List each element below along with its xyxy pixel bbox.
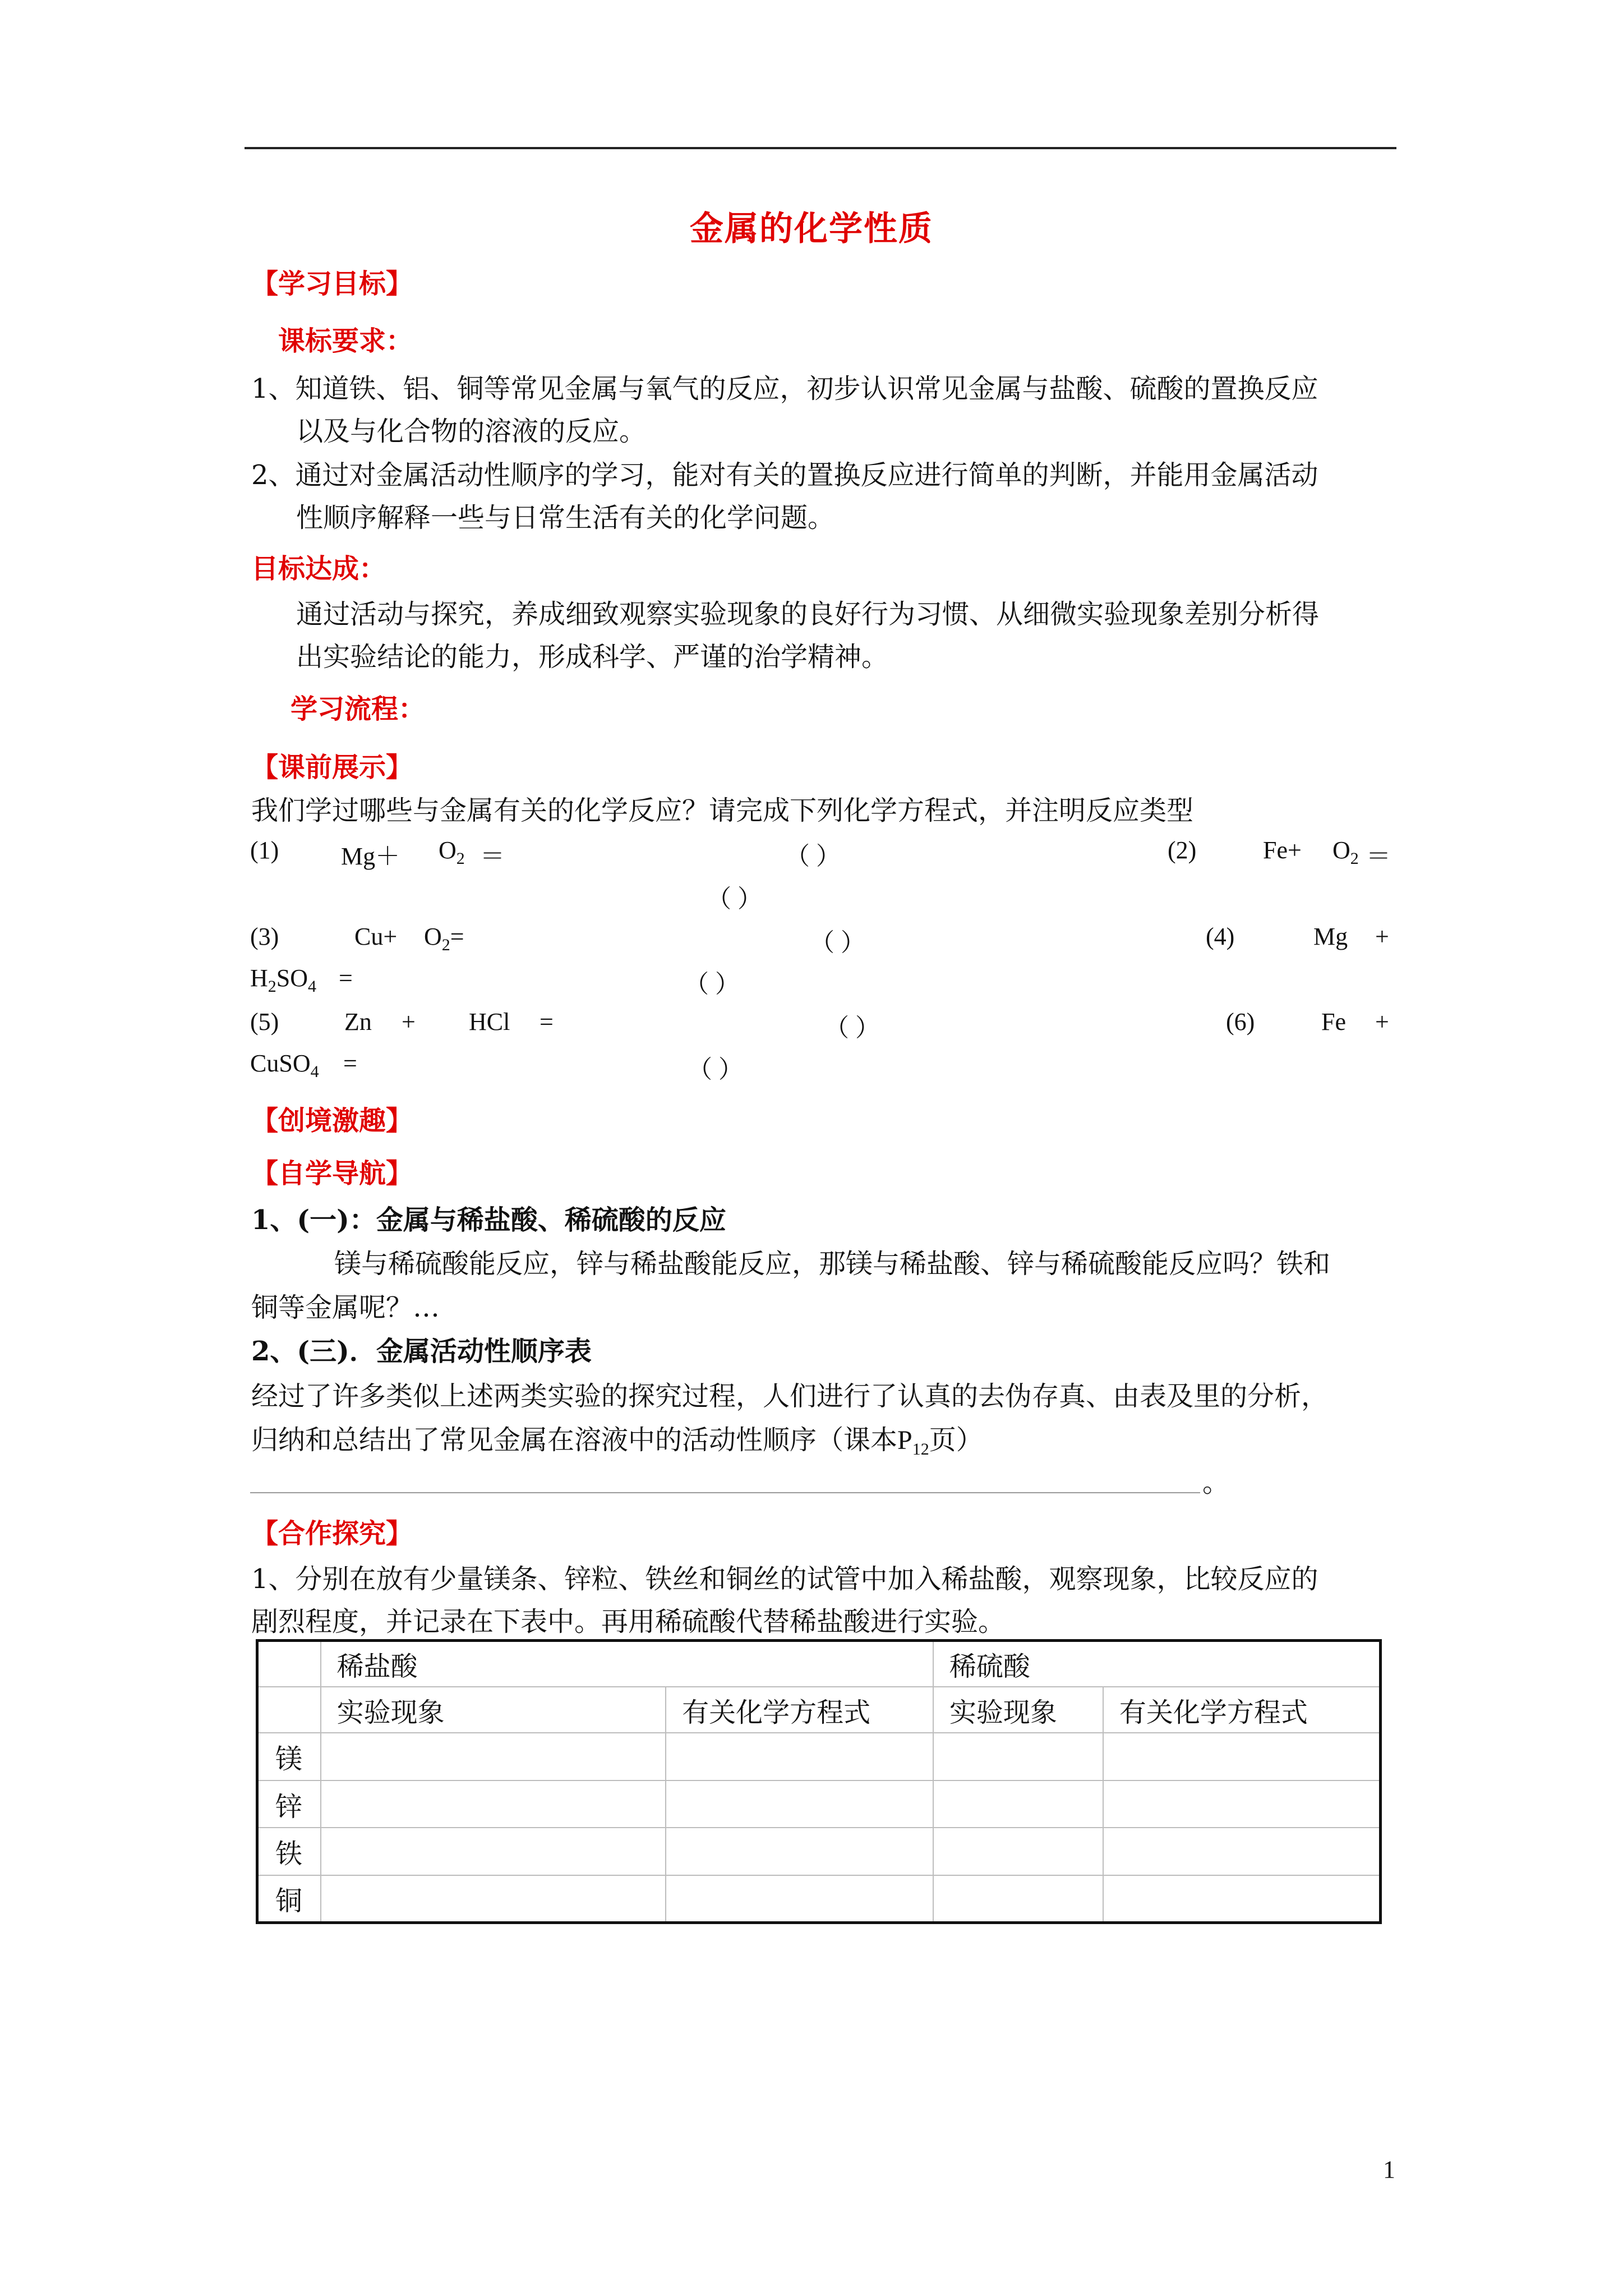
cell-blank	[933, 1733, 1103, 1780]
part-2-title: 2、(三)．金属活动性顺序表	[251, 1336, 592, 1367]
row-label-iron: 铁	[257, 1828, 321, 1875]
equation-4-equals: =	[339, 964, 353, 992]
cell-blank	[321, 1828, 666, 1875]
table-row	[257, 1733, 1381, 1780]
part-1-line-2: 铜等金属呢？…	[251, 1292, 440, 1323]
equation-6-type-blank: （ ）	[688, 1056, 743, 1083]
part-2-line-2: 归纳和总结出了常见金属在溶液中的活动性顺序（课本$P_{12}$页）	[251, 1424, 983, 1458]
row-label-copper: 铜	[257, 1875, 321, 1923]
equation-2-reactant-b: $O_2$	[1332, 836, 1359, 868]
cell-blank	[933, 1828, 1103, 1875]
equation-4-type-blank: （ ）	[684, 970, 740, 998]
row-label-zinc: 锌	[257, 1780, 321, 1828]
requirement-1-line-1: 1、知道铁、铝、铜等常见金属与氧气的反应，初步认识常见金属与盐酸、硫酸的置换反应	[251, 373, 1318, 404]
table-row	[257, 1875, 1381, 1923]
cell-blank	[666, 1780, 933, 1828]
equation-1-equals: ＝	[480, 843, 505, 870]
table-corner-cell	[257, 1641, 321, 1687]
cell-blank	[933, 1780, 1103, 1828]
preclass-intro: 我们学过哪些与金属有关的化学反应？请完成下列化学方程式，并注明反应类型	[251, 795, 1194, 826]
equation-4-reactant-b: $H_2SO_4$	[250, 964, 317, 996]
header-rule	[245, 147, 1396, 149]
equation-2-reactant-a: Fe+	[1263, 836, 1302, 864]
selfstudy-header: 【自学导航】	[251, 1158, 413, 1189]
equation-2-number: (2)	[1168, 836, 1197, 864]
cell-blank	[1103, 1828, 1381, 1875]
coop-header: 【合作探究】	[251, 1518, 413, 1549]
row-label-magnesium: 镁	[257, 1733, 321, 1780]
part-1-title: 1、(一)：金属与稀盐酸、稀硫酸的反应	[251, 1204, 726, 1236]
equation-1-reactant-b: $O_2$	[439, 836, 465, 868]
column-header-phenomenon-hcl: 实验现象	[321, 1687, 666, 1733]
cell-blank	[933, 1875, 1103, 1923]
target-line-1: 通过活动与探究，养成细致观察实验现象的良好行为习惯、从细微实验现象差别分析得	[296, 599, 1320, 630]
equation-5-plus: +	[402, 1008, 416, 1036]
cell-blank	[666, 1875, 933, 1923]
experiment-record-table	[256, 1639, 1382, 1924]
equation-3-number: (3)	[250, 923, 279, 950]
equation-6-reactant-b: CuSO$_4$	[250, 1050, 319, 1081]
part-1-line-1: 镁与稀硫酸能反应，锌与稀盐酸能反应，那镁与稀盐酸、锌与稀硫酸能反应吗？铁和	[334, 1248, 1331, 1280]
flow-header: 学习流程：	[291, 693, 426, 725]
equation-3-reactant-b: $O_2=$	[424, 923, 464, 954]
target-line-2: 出实验结论的能力，形成科学、严谨的治学精神。	[296, 641, 889, 673]
equation-5-number: (5)	[250, 1008, 279, 1036]
cell-blank	[666, 1828, 933, 1875]
column-header-phenomenon-h2so4: 实验现象	[933, 1687, 1103, 1733]
page-title: 金属的化学性质	[690, 209, 933, 249]
equation-2-type-blank: （ ）	[707, 885, 762, 913]
equation-4-plus: +	[1375, 923, 1389, 950]
equation-3-reactant-a: Cu+	[354, 923, 398, 950]
curriculum-header: 课标要求：	[278, 325, 413, 357]
cell-blank	[1103, 1875, 1381, 1923]
equation-3-type-blank: （ ）	[810, 929, 865, 956]
table-group-header-row	[257, 1641, 1381, 1687]
page-number: 1	[1383, 2156, 1395, 2183]
equation-2-equals: ＝	[1366, 843, 1391, 870]
table-row	[257, 1780, 1381, 1828]
cell-blank	[1103, 1780, 1381, 1828]
equation-6-reactant-a: Fe	[1321, 1008, 1346, 1036]
scenario-header: 【创境激趣】	[251, 1105, 413, 1137]
group-header-h2so4: 稀硫酸	[933, 1641, 1381, 1687]
equation-1-reactant-a: Mg＋	[341, 843, 400, 870]
equation-4-reactant-a: Mg	[1313, 923, 1348, 950]
preclass-header: 【课前展示】	[251, 752, 413, 783]
table-row	[257, 1828, 1381, 1875]
equation-5-reactant-a: Zn	[344, 1008, 372, 1036]
part-2-line-1: 经过了许多类似上述两类实验的探究过程，人们进行了认真的去伪存真、由表及里的分析，	[251, 1381, 1329, 1412]
equation-5-reactant-b: HCl	[469, 1008, 510, 1036]
table-corner-cell-2	[257, 1687, 321, 1733]
equation-5-equals: =	[540, 1008, 554, 1036]
requirement-2-line-2: 性顺序解释一些与日常生活有关的化学问题。	[296, 502, 835, 533]
activity-order-answer-line	[250, 1492, 1200, 1493]
cell-blank	[321, 1733, 666, 1780]
cell-blank	[321, 1875, 666, 1923]
equation-6-equals: =	[343, 1050, 357, 1077]
equation-5-type-blank: （ ）	[824, 1014, 880, 1042]
coop-line-1: 1、分别在放有少量镁条、锌粒、铁丝和铜丝的试管中加入稀盐酸，观察现象，比较反应的	[251, 1563, 1318, 1595]
group-header-hcl: 稀盐酸	[321, 1641, 933, 1687]
cell-blank	[321, 1780, 666, 1828]
cell-blank	[666, 1733, 933, 1780]
column-header-equation-hcl: 有关化学方程式	[666, 1687, 933, 1733]
requirement-2-line-1: 2、通过对金属活动性顺序的学习，能对有关的置换反应进行简单的判断，并能用金属活动	[251, 459, 1318, 491]
equation-1-number: (1)	[250, 836, 279, 864]
requirement-1-line-2: 以及与化合物的溶液的反应。	[296, 416, 647, 447]
coop-line-2: 剧烈程度，并记录在下表中。再用稀硫酸代替稀盐酸进行实验。	[251, 1606, 1006, 1637]
equation-6-plus: +	[1375, 1008, 1389, 1036]
column-header-equation-h2so4: 有关化学方程式	[1103, 1687, 1381, 1733]
goals-header: 【学习目标】	[251, 268, 413, 300]
answer-line-end: 。	[1202, 1467, 1230, 1498]
cell-blank	[1103, 1733, 1381, 1780]
table-column-header-row	[257, 1687, 1381, 1733]
equation-6-number: (6)	[1226, 1008, 1255, 1036]
equation-1-type-blank: （ ）	[785, 843, 841, 870]
equation-4-number: (4)	[1206, 923, 1235, 950]
target-header: 目标达成：	[251, 553, 386, 585]
